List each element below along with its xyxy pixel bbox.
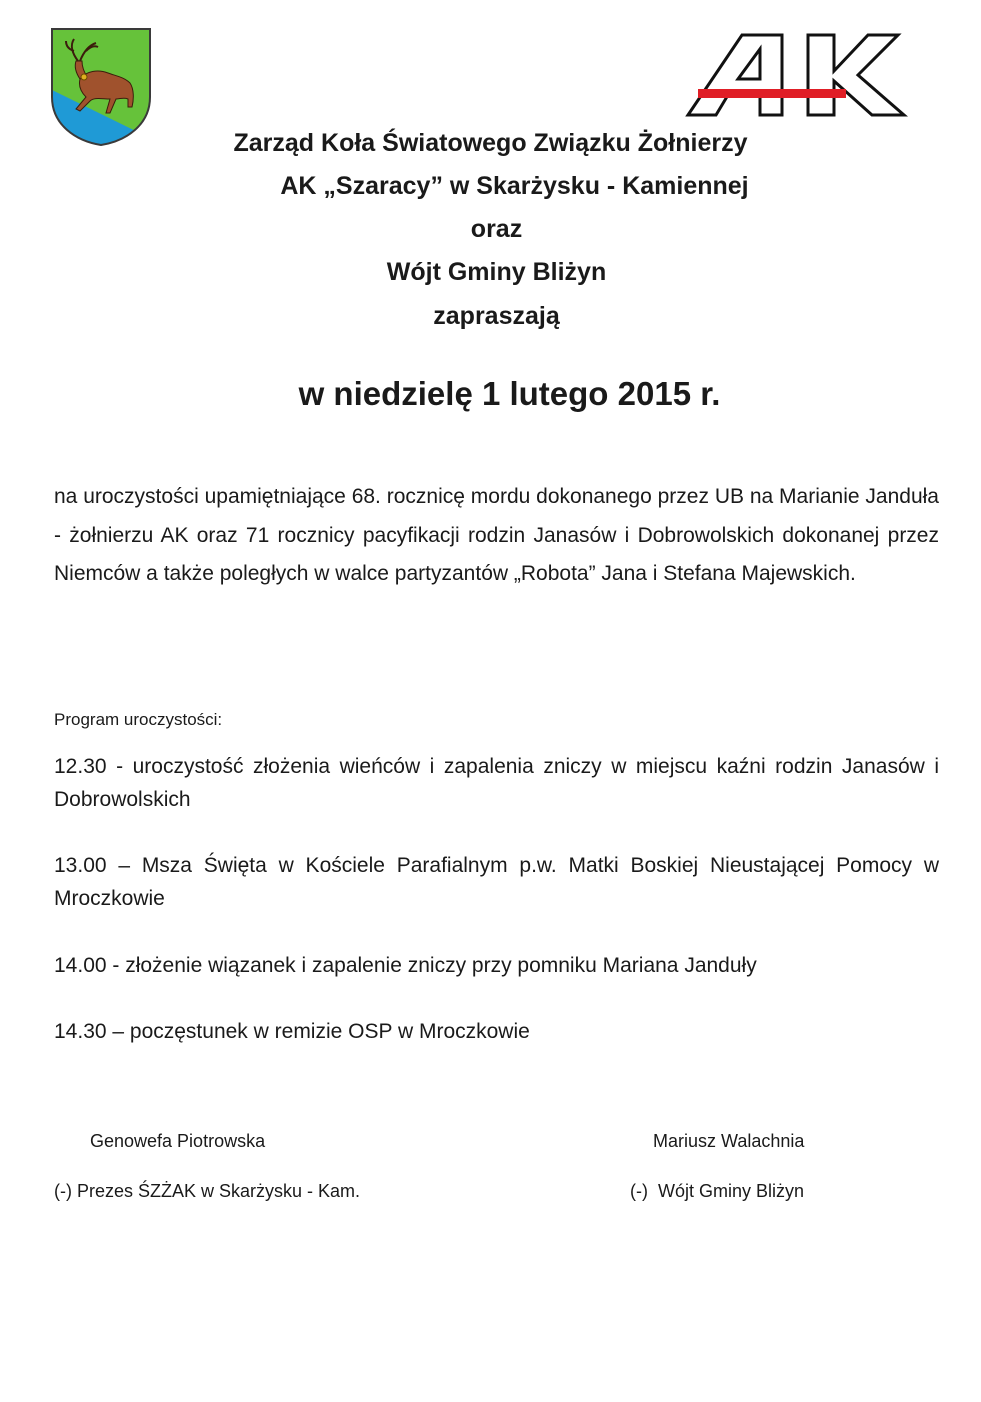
program-item: 13.00 – Msza Święta w Kościele Parafialnym p.w. Matki Boskiej Nieustającej Pomocy w Mroczkowie bbox=[54, 854, 939, 910]
event-date-heading: w niedzielę 1 lutego 2015 r. bbox=[298, 375, 721, 412]
header-line-3: oraz bbox=[470, 215, 523, 243]
program-item: 14.00 - złożenie wiązanek i zapalenie zniczy przy pomniku Mariana Janduły bbox=[54, 954, 757, 977]
ak-armia-krajowa-logo-icon bbox=[684, 31, 908, 119]
program-item: 12.30 - uroczystość złożenia wieńców i zapalenia zniczy w miejscu kaźni rodzin Janasów i Dobrowolskich bbox=[54, 755, 939, 811]
header-line-1: Zarząd Koła Światowego Związku Żołnierzy bbox=[233, 129, 748, 157]
signature-right-name: Mariusz Walachnia bbox=[653, 1131, 805, 1151]
signature-left-title: (-) Prezes ŚZŻAK w Skarżysku - Kam. bbox=[54, 1181, 361, 1201]
signature-left-name: Genowefa Piotrowska bbox=[90, 1131, 266, 1151]
header-line-4: Wójt Gminy Bliżyn bbox=[386, 258, 607, 286]
intro-paragraph: na uroczystości upamiętniające 68. rocznicę mordu dokonanego przez UB na Marianie Janduła - żołnierzu AK oraz 71 rocznicy pacyfikacji rodzin Janasów i Dobrowolskich dokonanej przez Niemców a także poległych w walce partyzantów „Robota” Jana i Stefana Majewskich. bbox=[54, 485, 939, 585]
signature-right-title: (-) Wójt Gminy Bliżyn bbox=[630, 1181, 805, 1201]
header-line-2: AK „Szaracy” w Skarżysku - Kamiennej bbox=[280, 172, 749, 200]
header-line-5: zapraszają bbox=[433, 302, 560, 330]
program-item: 14.30 – poczęstunek w remizie OSP w Mroczkowie bbox=[54, 1020, 530, 1043]
program-title: Program uroczystości: bbox=[54, 710, 223, 729]
